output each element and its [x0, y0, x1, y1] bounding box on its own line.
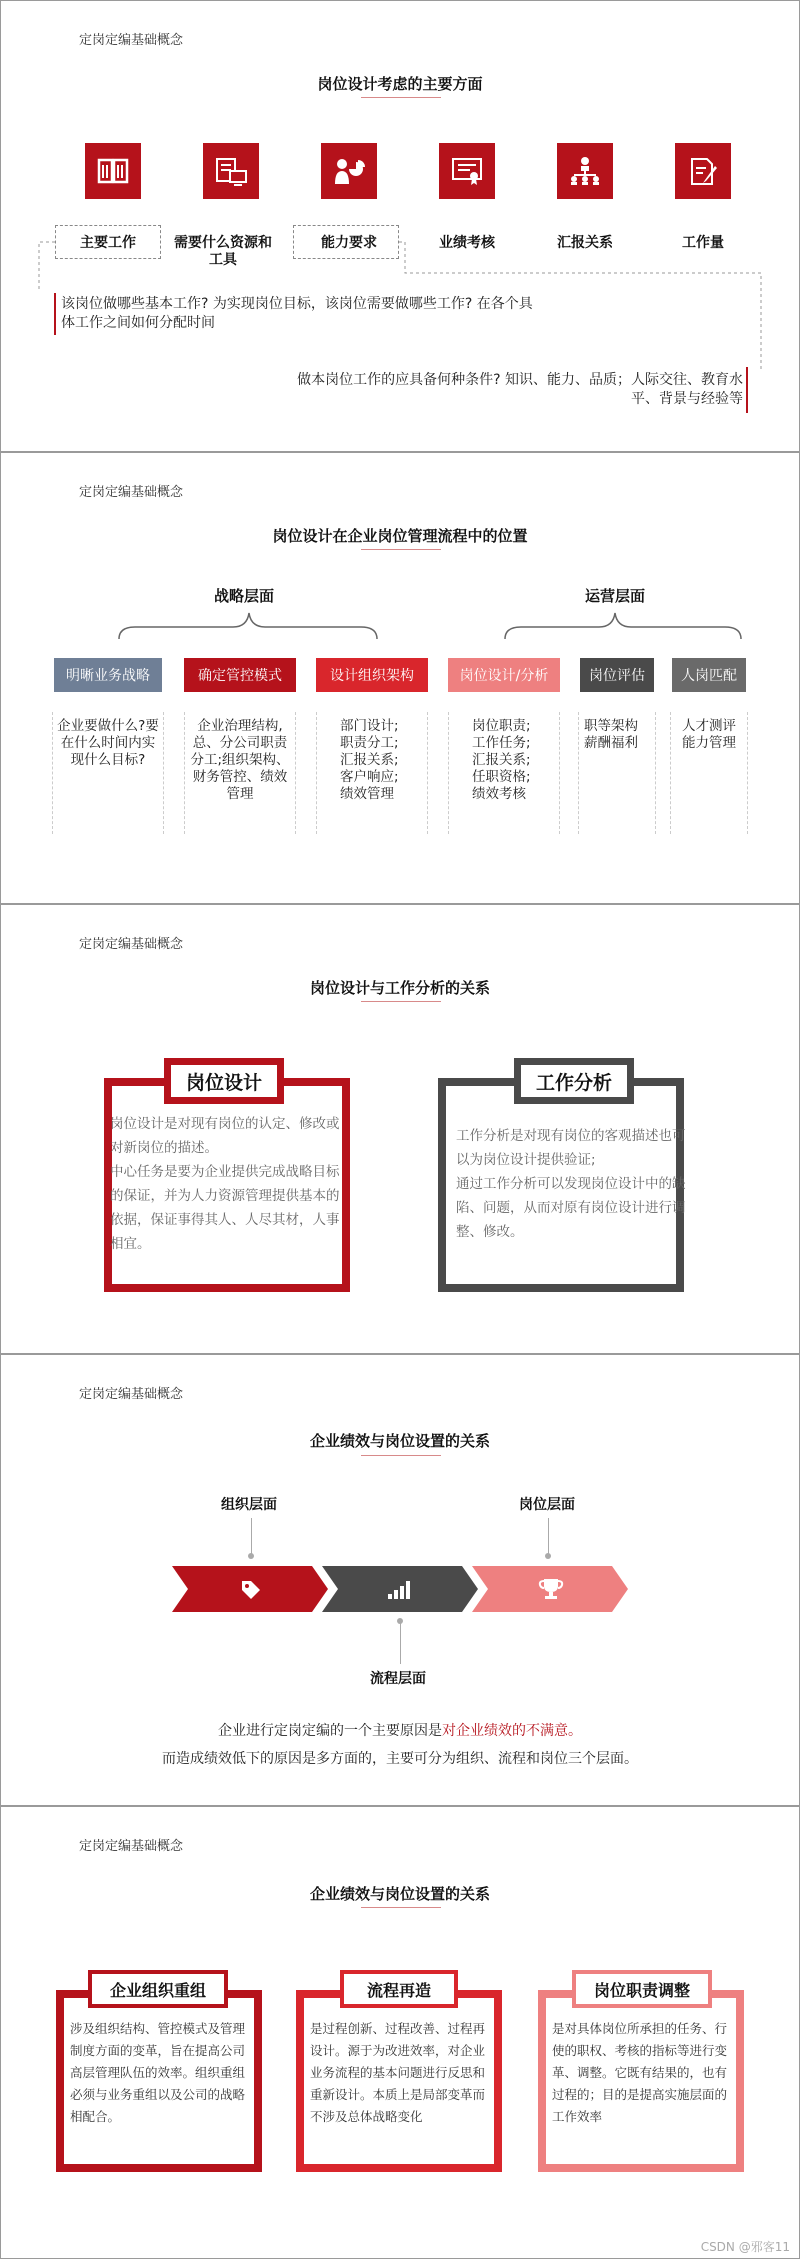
breadcrumb: 定岗定编基础概念	[79, 1387, 184, 1402]
slide-title: 企业绩效与岗位设置的关系	[309, 1885, 490, 1903]
org-level-dot	[248, 1553, 254, 1559]
job-design-p2: 中心任务是要为企业提供完成战略目标的保证，并为人力资源管理提供基本的依据，保证事得其人、人尽其材，人事相宜。	[110, 1164, 340, 1252]
org-restructure-text: 涉及组织结构、管控模式及管理制度方面的变革，旨在提高公司高层管理队伍的效率。组织重组必须与业务重组以及公司的战略相配合。	[70, 2021, 246, 2124]
title-underline	[361, 1907, 441, 1908]
step-org-structure: 设计组织架构	[316, 658, 428, 692]
step-detail-text: 部门设计;职责分工;汇报关系;客户响应;绩效管理	[340, 718, 399, 802]
slide-title: 岗位设计与工作分析的关系	[309, 979, 490, 997]
job-design-title: 岗位设计	[164, 1058, 284, 1104]
job-level-chevron	[472, 1566, 628, 1612]
step-detail-text: 企业要做什么?要在什么时间内实现什么目标?	[57, 718, 159, 768]
strategy-level-label: 战略层面	[214, 587, 275, 605]
aspect-label-reporting: 汇报关系	[557, 235, 613, 251]
ability-description: 做本岗位工作的应具备何种条件? 知识、能力、品质；人际交往、教育水平、背景与经验等	[297, 372, 743, 407]
process-reengineering-title: 流程再造	[340, 1970, 458, 2008]
breadcrumb: 定岗定编基础概念	[79, 485, 184, 500]
org-level-label: 组织层面	[221, 1497, 277, 1513]
process-level-chevron	[322, 1566, 478, 1612]
step-control-mode: 确定管控模式	[184, 658, 296, 692]
job-analysis-title: 工作分析	[514, 1058, 634, 1104]
aspect-label-performance: 业绩考核	[439, 235, 495, 251]
watermark: CSDN @邪客11	[700, 2240, 790, 2254]
main-work-description: 该岗位做哪些基本工作? 为实现岗位目标，该岗位需要做哪些工作? 在各个具体工作之间如何分配时间	[61, 296, 533, 331]
breadcrumb: 定岗定编基础概念	[79, 1839, 184, 1854]
aspect-label-resources: 需要什么资源和工具	[174, 235, 272, 268]
slide-title: 企业绩效与岗位设置的关系	[309, 1432, 490, 1450]
step-job-design: 岗位设计/分析	[448, 658, 560, 692]
performance-reason-line2: 而造成绩效低下的原因是多方面的，主要可分为组织、流程和岗位三个层面。	[162, 1751, 638, 1767]
title-underline	[361, 1455, 441, 1456]
step-detail-text: 岗位职责;工作任务;汇报关系;任职资格;绩效考核	[472, 718, 531, 802]
aspect-label-workload: 工作量	[682, 235, 724, 251]
org-restructure-title: 企业组织重组	[88, 1970, 228, 2008]
job-analysis-p2: 通过工作分析可以发现岗位设计中的缺陷、问题，从而对原有岗位设计进行调整、修改。	[456, 1176, 686, 1240]
step-detail-text: 企业治理结构,总、分公司职责分工;组织架构、财务管控、绩效管理	[190, 718, 290, 802]
slide-1	[0, 0, 800, 452]
aspect-label-main-work: 主要工作	[80, 235, 136, 251]
job-design-p1: 岗位设计是对现有岗位的认定、修改或对新岗位的描述。	[110, 1116, 340, 1156]
slide-title: 岗位设计考虑的主要方面	[317, 75, 483, 93]
job-level-label: 岗位层面	[519, 1497, 575, 1513]
process-reengineering-text: 是过程创新、过程改善、过程再设计。源于为改进效率，对企业业务流程的基本问题进行反思和重新设计。本质上是局部变革而不涉及总体战略变化	[310, 2021, 486, 2124]
breadcrumb: 定岗定编基础概念	[79, 937, 184, 952]
slide-title: 岗位设计在企业岗位管理流程中的位置	[272, 527, 528, 545]
step-person-job-fit: 人岗匹配	[672, 658, 746, 692]
job-duty-adjust-title: 岗位职责调整	[572, 1970, 712, 2008]
process-level-connector	[400, 1620, 401, 1664]
aspect-label-ability: 能力要求	[321, 235, 377, 251]
job-design-text	[110, 1112, 346, 1256]
job-level-dot	[545, 1553, 551, 1559]
job-analysis-text	[456, 1124, 692, 1244]
job-analysis-p1: 工作分析是对现有岗位的客观描述也可以为岗位设计提供验证;	[456, 1128, 686, 1168]
step-job-evaluation: 岗位评估	[580, 658, 654, 692]
org-level-chevron	[172, 1566, 328, 1612]
step-detail-text: 职等架构薪酬福利	[584, 718, 638, 751]
process-level-label: 流程层面	[370, 1671, 426, 1687]
operation-level-label: 运营层面	[585, 587, 646, 605]
title-underline	[361, 1001, 441, 1002]
org-level-connector	[251, 1518, 252, 1556]
reason-prefix: 企业进行定岗定编的一个主要原因是	[218, 1723, 442, 1739]
step-detail-text: 人才测评能力管理	[682, 718, 736, 751]
step-clarify-strategy: 明晰业务战略	[54, 658, 162, 692]
breadcrumb: 定岗定编基础概念	[79, 33, 184, 48]
job-duty-adjust-text: 是对具体岗位所承担的任务、行使的职权、考核的指标等进行变革、调整。它既有结果的，也有过程的；目的是提高实施层面的工作效率	[552, 2021, 728, 2124]
job-level-connector	[548, 1518, 549, 1556]
reason-highlight: 对企业绩效的不满意。	[442, 1723, 582, 1739]
performance-reason-line1	[0, 1720, 800, 1740]
